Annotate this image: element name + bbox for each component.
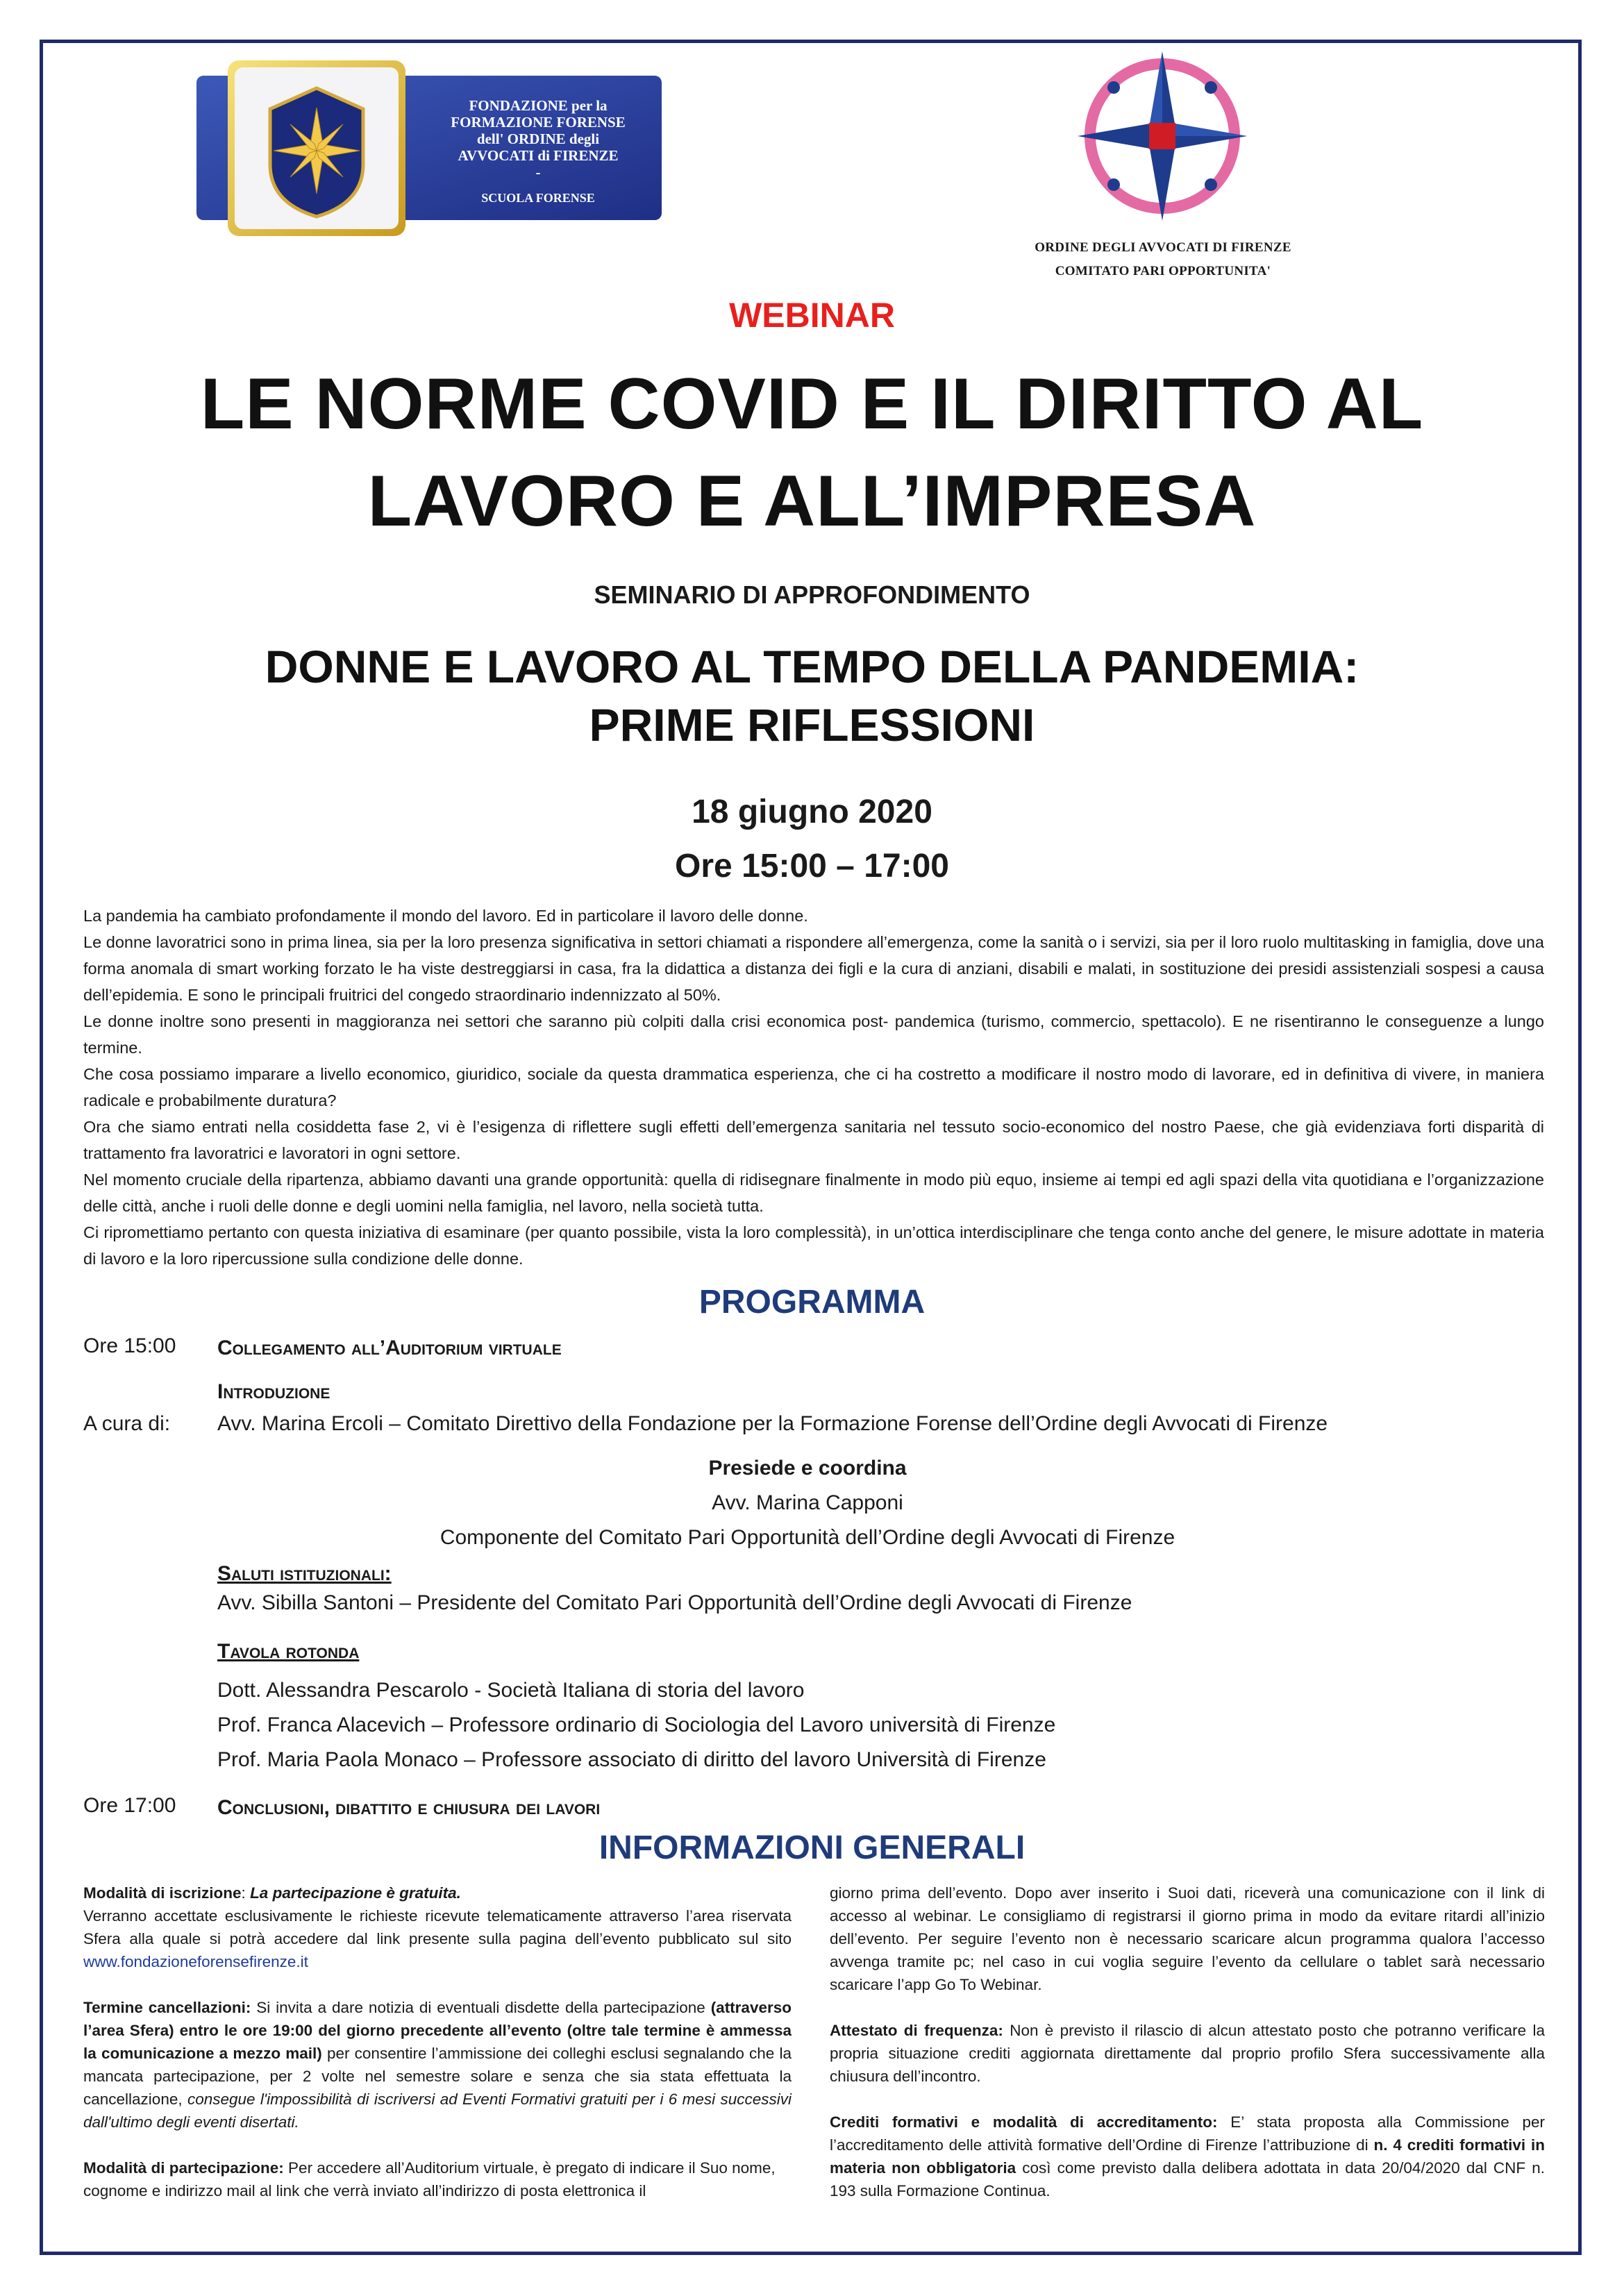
intro-paragraph: Nel momento cruciale della ripartenza, abbiamo davanti una grande opportunità: quella di ridisegnare finalmente in modo più equo, insieme ai tempi ed agli spazi della vita quotidiana e l’organizzazione delle città, anche i ruoli delle donne e degli uomini nella famiglia, nel lavoro, nella società tutta. (83, 1171, 1544, 1215)
logo-text-6: SCUOLA FORENSE (481, 191, 595, 205)
crediti-text-1: E’ stata proposta alla Commissione per l’accreditamento delle attività formative dell’Ordine di Firenze l’attribuzione di (830, 2113, 1545, 2154)
saluti-heading: Saluti istituzionali: (217, 1562, 392, 1585)
event-time: Ore 15:00 – 17:00 (675, 848, 949, 885)
cancellazioni-block (83, 1996, 792, 2134)
iscrizione-free: La partecipazione è gratuita. (250, 1884, 461, 1902)
cancellazioni-penalty: consegue l'impossibilità di iscriversi ad Eventi Formativi gratuiti per i 6 mesi successivi dall'ultimo degli eventi disertati. (83, 2090, 792, 2131)
info-left-column (83, 1882, 792, 2225)
intro-paragraph: Che cosa possiamo imparare a livello economico, giuridico, sociale da questa drammatica esperienza, che ci ha costretto a modificare il nostro modo di lavorare, ed in definitiva di vivere, in maniera radicale e probabilmente duratura? (83, 1065, 1544, 1109)
logo-text-1: FONDAZIONE per la (469, 97, 608, 114)
partecipazione-block (83, 2156, 792, 2202)
speaker-item: Prof. Franca Alacevich – Professore ordinario di Sociologia del Lavoro università di Firenze (217, 1713, 1056, 1736)
info-right-column (830, 1882, 1545, 2225)
ordine-name: ORDINE DEGLI AVVOCATI DI FIRENZE (1035, 240, 1291, 255)
capponi-speaker: Avv. Marina Capponi (712, 1491, 903, 1514)
fondazione-link[interactable]: www.fondazioneforensefirenze.it (83, 1953, 308, 1970)
crediti-text-2: così come previsto dalla delibera adottata in data 20/04/2020 dal CNF n. 193 sulla Formazione Continua. (830, 2159, 1546, 2199)
capponi-role: Componente del Comitato Pari Opportunità dell’Ordine degli Avvocati di Firenze (440, 1526, 1175, 1549)
iscrizione-block (83, 1882, 792, 1973)
cancellazioni-text-1: Si invita a dare notizia di eventuali disdette della partecipazione (251, 1999, 711, 2016)
attestato-label: Attestato di frequenza: (830, 2022, 1003, 2039)
event-date: 18 giugno 2020 (692, 794, 932, 830)
cancellazioni-text-2: per consentire l’ammissione dei colleghi esclusi segnalando che la mancata partecipazione, per 2 volte nel semestre solare e senza che sia stata effettuata la cancellazione, (83, 2045, 792, 2108)
logo-text-5: - (535, 164, 541, 181)
iscrizione-colon: : (241, 1884, 251, 1902)
subtitle (69, 637, 1555, 754)
main-title-line-2: LAVORO E ALL’IMPRESA (367, 461, 1257, 542)
logo-text-2: FORMAZIONE FORENSE (451, 114, 626, 131)
fondazione-logo (196, 60, 662, 236)
subtitle-line-2: PRIME RIFLESSIONI (589, 699, 1035, 751)
crediti-label: Crediti formativi e modalità di accreditamento: (830, 2113, 1218, 2131)
santoni-speaker: Avv. Sibilla Santoni – Presidente del Comitato Pari Opportunità dell’Ordine degli Avvocati di Firenze (217, 1591, 1132, 1614)
intro-paragraph: Le donne lavoratrici sono in prima linea, sia per la loro presenza significativa in settori chiamati a rispondere all’emergenza, come la sanità o i servizi, sia per il loro ruolo multitasking in famiglia, dove una forma anomala di smart working forzato le ha viste destreggiarsi in casa, fra la didattica a distanza dei figli e la cura di anziani, disabili e malati, in sostituzione dei presidi assistenziali sospesi a causa dell’epidemia. E sono le principali fruitrici del congedo straordinario indennizzato al 50%. (83, 933, 1544, 1004)
attestato-block (830, 2019, 1545, 2088)
info-heading: INFORMAZIONI GENERALI (598, 1829, 1026, 1866)
conclusioni-item: Conclusioni, dibattito e chiusura dei lavori (217, 1796, 601, 1819)
tavola-heading: Tavola rotonda (217, 1640, 360, 1663)
crediti-block (830, 2111, 1545, 2202)
collegamento-item: Collegamento all’Auditorium virtuale (217, 1336, 562, 1359)
iscrizione-text: Verranno accettate esclusivamente le richieste ricevute telematicamente attraverso l’area riservata Sfera alla quale si potrà accedere dal link presente sulla pagina dell’evento pubblicato sul sito (83, 1907, 792, 1947)
attestato-text: Non è previsto il rilascio di alcun attestato posto che potranno verificare la propria situazione crediti aggiornata direttamente dal proprio profilo Sfera successivamente alla chiusura dell’incontro. (830, 2022, 1546, 2085)
partecipazione-continued: giorno prima dell’evento. Dopo aver inserito i Suoi dati, riceverà una comunicazione con il link di accesso al webinar. Le consigliamo di registrarsi il giorno prima in modo da evitare ritardi all’inizio dell’evento. Per seguire l’evento non è necessario scaricare alcun programma qualora l’accesso avvenga tramite pc; nel caso in cui voglia seguire l’evento da cellulare o tablet sarà necessario scaricare l’app Go To Webinar. (830, 1884, 1545, 1993)
logo-text-4: AVVOCATI di FIRENZE (458, 147, 619, 164)
comitato-compass-logo (1075, 49, 1250, 224)
ercoli-speaker: Avv. Marina Ercoli – Comitato Direttivo della Fondazione per la Formazione Forense dell’Ordine degli Avvocati di Firenze (217, 1412, 1328, 1435)
a-cura-label: A cura di: (83, 1412, 171, 1435)
logo-text-3: dell' ORDINE degli (476, 131, 600, 147)
cancellazioni-label: Termine cancellazioni: (83, 1999, 251, 2016)
intro-paragraph: La pandemia ha cambiato profondamente il mondo del lavoro. Ed in particolare il lavoro delle donne. (83, 907, 808, 925)
partecipazione-label: Modalità di partecipazione: (83, 2159, 284, 2177)
iscrizione-label: Modalità di iscrizione (83, 1884, 242, 1902)
crediti-amount: n. 4 crediti formativi in materia non obbligatoria (830, 2136, 1545, 2177)
presiede-heading: Presiede e coordina (708, 1457, 907, 1480)
main-title-line-1: LE NORME COVID E IL DIRITTO AL (200, 364, 1424, 444)
main-title (69, 355, 1555, 550)
programma-heading: PROGRAMMA (698, 1284, 926, 1321)
comitato-name: COMITATO PARI OPPORTUNITA' (1055, 264, 1271, 278)
time-end: Ore 17:00 (83, 1794, 176, 1817)
cancellazioni-deadline: (attraverso l’area Sfera) entro le ore 19:00 del giorno precedente all’evento (oltre tale termine è ammessa la comunicazione a mezzo mail) (83, 1999, 792, 2062)
webinar-label: WEBINAR (729, 296, 895, 335)
intro-paragraph: Ci ripromettiamo pertanto con questa iniziativa di esaminare (per quanto possibile, vista la loro complessità), in un’ottica interdisciplinare che tenga conto anche del genere, le misure adottate in materia di lavoro e la loro ripercussione sulla condizione delle donne. (83, 1223, 1544, 1268)
partecipazione-text: Per accedere all’Auditorium virtuale, è pregato di indicare il Suo nome, cognome e indirizzo mail al link che verrà inviato all’indirizzo di posta elettronica il (83, 2159, 776, 2199)
speaker-item: Prof. Maria Paola Monaco – Professore associato di diritto del lavoro Università di Firenze (217, 1748, 1046, 1771)
introduzione-heading: Introduzione (217, 1380, 330, 1403)
subtitle-line-1: DONNE E LAVORO AL TEMPO DELLA PANDEMIA: (265, 641, 1359, 692)
speaker-item: Dott. Alessandra Pescarolo - Società Italiana di storia del lavoro (217, 1679, 805, 1702)
intro-paragraph: Le donne inoltre sono presenti in maggioranza nei settori che saranno più colpiti dalla crisi economica post- pandemica (turismo, commercio, spettacolo). E ne risentiranno le conseguenze a lungo termine. (83, 1012, 1544, 1057)
intro-paragraph: Ora che siamo entrati nella cosiddetta fase 2, vi è l’esigenza di riflettere sugli effetti dell’emergenza sanitaria nel tessuto socio-economico del nostro Paese, che già evidenziava forti disparità di trattamento fra lavoratrici e lavoratori in ogni settore. (83, 1118, 1544, 1162)
seminar-label: SEMINARIO DI APPROFONDIMENTO (594, 580, 1030, 609)
intro-text (83, 903, 1544, 1272)
time-start: Ore 15:00 (83, 1334, 176, 1357)
comitato-caption (986, 236, 1340, 283)
